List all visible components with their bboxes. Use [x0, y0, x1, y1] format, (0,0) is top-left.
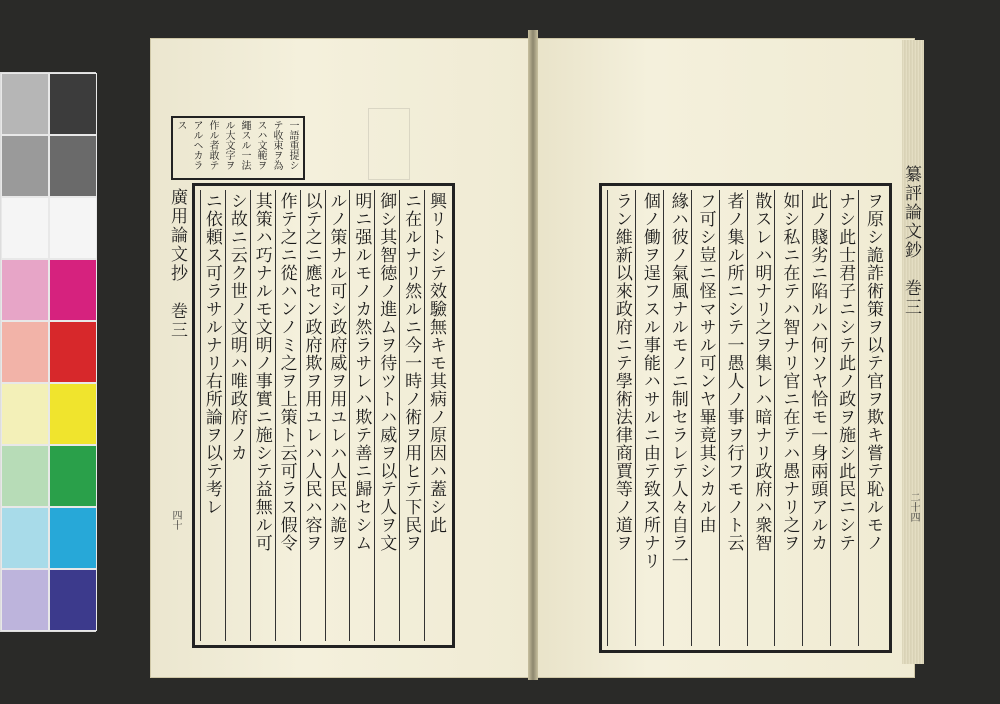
right-page-title: 纂評論文鈔 巻三: [901, 165, 921, 317]
color-swatch: [1, 321, 49, 383]
text-column: ルノ策ナル可シ政府威ヲ用ユレハ人民ハ詭ヲ: [325, 190, 349, 641]
headnote-column: ル大文字ヲ: [223, 120, 234, 170]
text-column: フ可シ豈ニ怪マサル可ンヤ畢竟其シカル由: [691, 190, 718, 646]
text-column: ニ依頼ス可ラサルナリ右所論ヲ以テ考レ: [200, 190, 224, 641]
color-swatch: [49, 321, 97, 383]
color-swatch: [1, 73, 49, 135]
text-column: ラン維新以來政府ニテ學術法律商賈等ノ道ヲ: [607, 190, 634, 646]
text-column: 御シ其智徳ノ進ムヲ待ツトハ威ヲ以テ人ヲ文: [374, 190, 398, 641]
headnote-column: 作ル者敢テ: [207, 120, 218, 170]
color-swatch: [49, 73, 97, 135]
color-calibration-chart: [0, 72, 96, 632]
color-swatch: [49, 197, 97, 259]
right-page: [535, 38, 915, 678]
right-page-folio: 二十四: [908, 492, 919, 522]
color-swatch: [1, 445, 49, 507]
text-column: 散スレハ明ナリ之ヲ集レハ暗ナリ政府ハ衆智: [747, 190, 774, 646]
text-column: 個ノ働ヲ逞フスル事能ハサルニ由テ致ス所ナリ: [635, 190, 662, 646]
right-text-frame: [599, 183, 892, 653]
left-page: [150, 38, 530, 678]
text-column: 以テ之ニ應セン政府欺ヲ用ユレハ人民ハ容ヲ: [300, 190, 324, 641]
left-text-frame: [192, 183, 455, 648]
color-swatch: [49, 259, 97, 321]
color-swatch: [1, 197, 49, 259]
color-swatch: [1, 569, 49, 631]
headnote-column: 繩スル一法: [239, 120, 250, 170]
text-column: 如シ私ニ在テハ智ナリ官ニ在テハ愚ナリ之ヲ: [774, 190, 801, 646]
headnote-column: 一語重提シ: [287, 120, 298, 170]
text-column: 明ニ强ルモノカ然ラサレハ欺テ善ニ歸セシム: [349, 190, 373, 641]
text-column: ニ在ルナリ然ルニ今一時ノ術ヲ用ヒテ下民ヲ: [399, 190, 423, 641]
color-swatch: [49, 445, 97, 507]
left-page-title: 廣用論文抄 巻三: [167, 188, 187, 340]
color-swatch: [49, 507, 97, 569]
color-swatch: [49, 569, 97, 631]
color-swatch: [49, 135, 97, 197]
left-page-folio: 四十: [170, 510, 181, 530]
headnote-column: アルヘカラ: [191, 120, 202, 170]
text-column: 興リトシテ效驗無キモ其病ノ原因ハ蓋シ此: [424, 190, 448, 641]
book-gutter: [528, 30, 538, 680]
text-column: シ故ニ云ク世ノ文明ハ唯政府ノカ: [225, 190, 249, 641]
text-column: 其策ハ巧ナルモ文明ノ事實ニ施シテ益無ル可: [250, 190, 274, 641]
ghost-stamp: [368, 108, 410, 180]
text-column: 此ノ賤劣ニ陷ルハ何ソヤ恰モ一身兩頭アルカ: [802, 190, 829, 646]
color-swatch: [49, 383, 97, 445]
text-column: 緣ハ彼ノ氣風ナルモノニ制セラレテ人々自ラ一: [663, 190, 690, 646]
color-swatch: [1, 383, 49, 445]
headnote-column: テ收束ヲ為: [271, 120, 282, 170]
color-swatch: [1, 259, 49, 321]
text-column: ナシ此士君子ニシテ此ノ政ヲ施シ此民ニシテ: [830, 190, 857, 646]
text-column: 作テ之ニ從ハンノミ之ヲ上策ト云可ラス假令: [275, 190, 299, 641]
text-column: 者ノ集ル所ニシテ一愚人ノ事ヲ行フモノト云: [719, 190, 746, 646]
headnote-box: [171, 116, 305, 180]
text-column: ヲ原シ詭詐術策ヲ以テ官ヲ欺キ嘗テ恥ルモノ: [858, 190, 885, 646]
color-swatch: [1, 507, 49, 569]
color-swatch: [1, 135, 49, 197]
headnote-column: ス: [175, 120, 186, 130]
headnote-column: スハ文範ヲ: [255, 120, 266, 170]
open-book: [150, 30, 920, 680]
